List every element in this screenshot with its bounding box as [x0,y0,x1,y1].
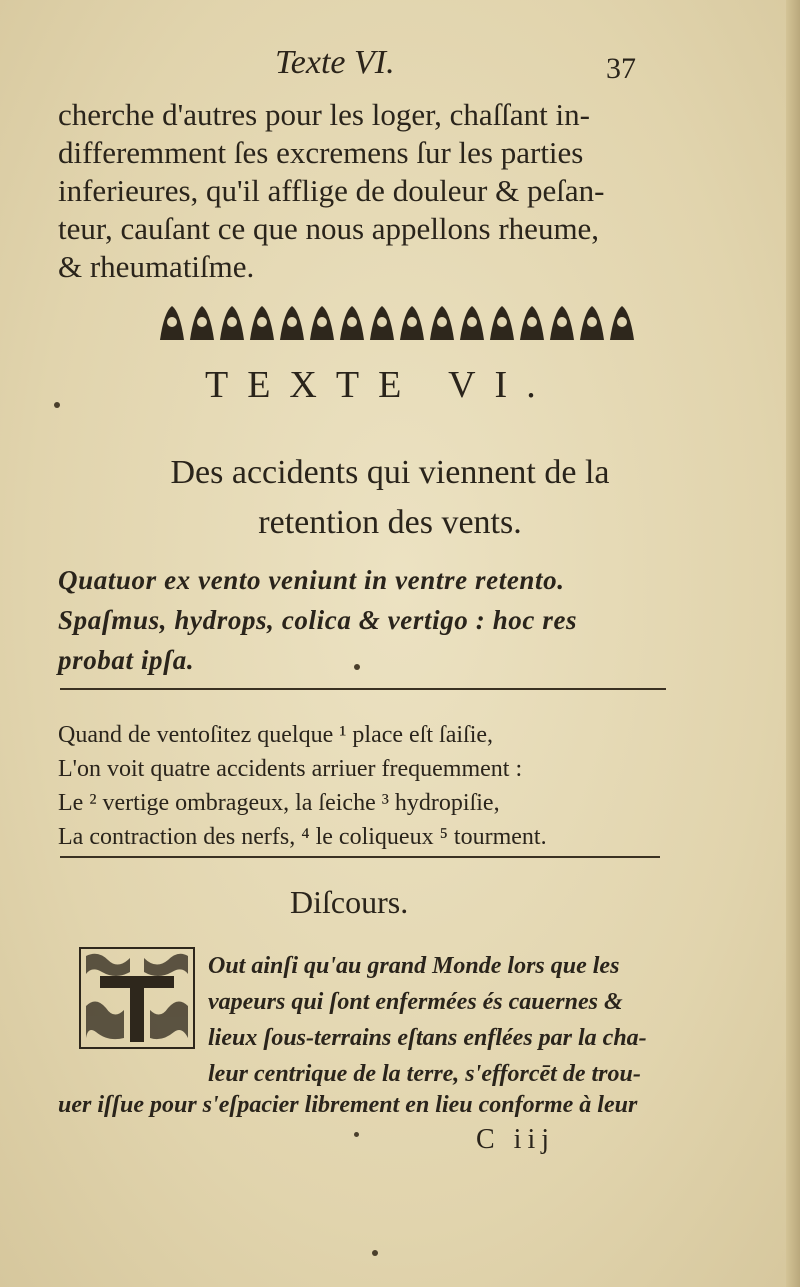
discourse-paragraph [208,948,668,1092]
ink-speck [354,1132,359,1137]
latin-line: Quatuor ex vento veniunt in ventre retento. [58,565,565,595]
divider-rule [60,688,666,690]
paragraph-line: teur, cauſant ce que nous appellons rheume, [58,211,600,246]
discourse-heading: Diſcours. [290,884,409,920]
discourse-line: uer iſſue pour s'eſpacier librement en lieu conforme à leur [58,1092,638,1118]
paragraph-line: inferieures, qu'il afflige de douleur & peſan- [58,173,605,208]
ornamental-initial-t-icon [78,946,196,1050]
discourse-line: vapeurs qui ſont enfermées és cauernes & [208,989,623,1015]
ink-speck [372,1250,378,1256]
verse-line: L'on voit quatre accidents arriuer frequemment : [58,756,523,782]
subtitle-line: Des accidents qui viennent de la [170,454,610,491]
latin-verse [58,560,678,680]
page-edge-shadow [786,0,800,1287]
divider-rule [60,856,660,858]
verse-line: Le ² vertige ombrageux, la ſeiche ³ hydropiſie, [58,790,500,816]
page-number: 37 [606,52,636,85]
subtitle-line: retention des vents. [258,504,522,541]
discourse-line: Out ainſi qu'au grand Monde lors que les [208,953,620,979]
ink-speck [354,664,360,670]
running-head: Texte VI. [275,44,395,81]
signature-mark: C iij [476,1124,556,1155]
ink-speck [54,402,60,408]
decorative-fleuron-band [150,302,650,344]
verse-line: Quand de ventoſitez quelque ¹ place eſt ſaiſie, [58,722,494,748]
paragraph-line: & rheumatiſme. [58,249,255,284]
section-title: TEXTE VI. [205,364,555,406]
paragraph-line: cherche d'autres pour les loger, chaſſant in- [58,97,590,132]
fleuron-icon [160,306,184,340]
paragraph-line: differemment ſes excremens ſur les parties [58,135,584,170]
discourse-line: lieux ſous-terrains eſtans enflées par la cha- [208,1025,647,1051]
discourse-line: leur centrique de la terre, s'efforcēt de trou- [208,1061,641,1087]
continued-paragraph [58,96,658,286]
latin-line: Spaſmus, hydrops, colica & vertigo : hoc res [58,605,578,635]
verse-line: La contraction des nerfs, ⁴ le coliqueux ⁵ tourment. [58,824,547,850]
latin-line: probat ipſa. [58,645,195,675]
section-subtitle [110,448,670,548]
french-verse [58,718,678,854]
